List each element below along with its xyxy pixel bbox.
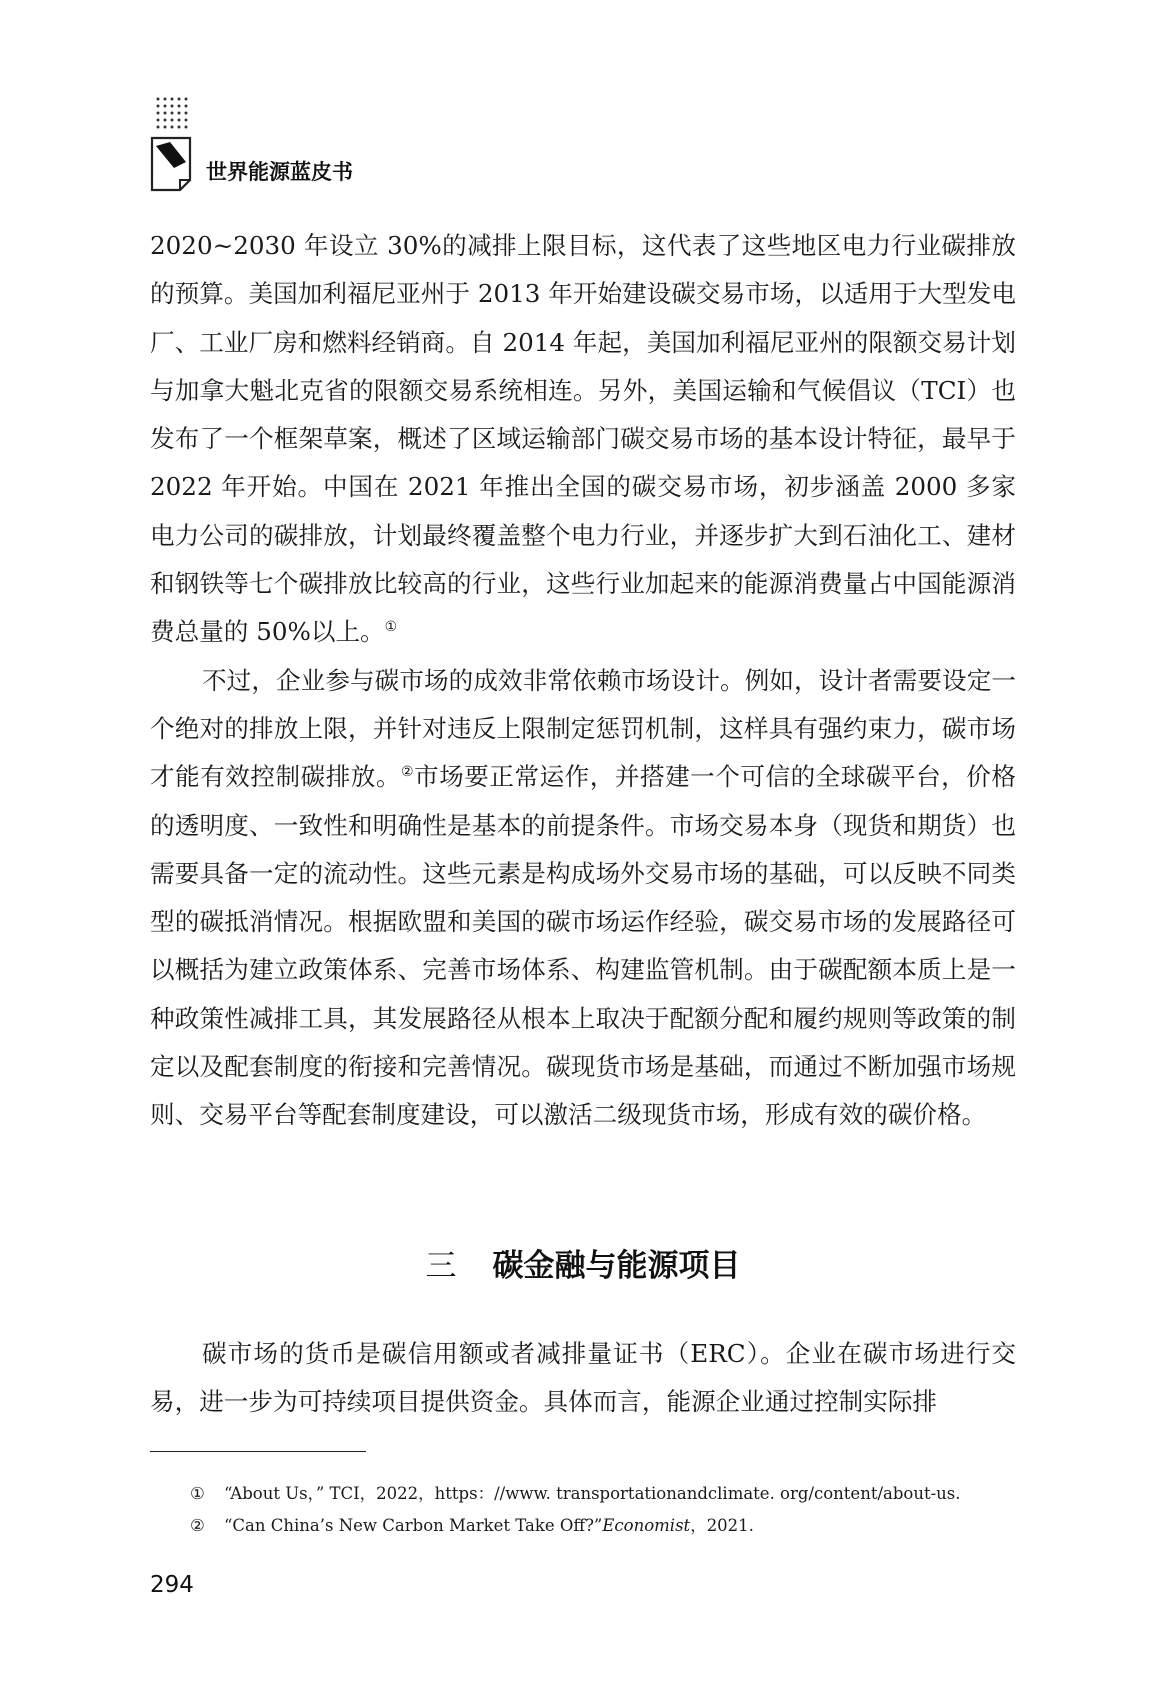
paragraph-3: 碳市场的货币是碳信用额或者减排量证书（ERC）。企业在碳市场进行交易，进一步为可持续项目提供资金。具体而言，能源企业通过控制实际排 [150, 1339, 1016, 1417]
paragraph-2-text-part1: 不过，企业参与碳市场的成效非常依赖市场设计。例如，设计者需要设定一个绝对的排放上限，并针对违反上限制定惩罚机制，这样具有强约束力，碳市场才能有效控制碳排放。 [150, 665, 1016, 792]
running-header [150, 96, 450, 196]
footnote-1-mark: ① [190, 1484, 205, 1503]
paragraph-2 [150, 657, 1016, 1140]
section-title: 碳金融与能源项目 [492, 1248, 741, 1284]
page-number: 294 [150, 1572, 194, 1598]
footnote-2 [190, 1510, 1020, 1542]
footnote-2-italic: Economist [602, 1516, 691, 1535]
footnote-2-mark: ② [190, 1516, 205, 1535]
dot-grid-decoration-icon [154, 96, 194, 132]
footnote-divider [150, 1451, 366, 1452]
series-title: 世界能源蓝皮书 [206, 160, 353, 184]
footnote-ref-2[interactable]: ② [401, 764, 415, 781]
footnote-1-text: “About Us，” TCI，2022，https：//www. transportationandclimate. org/content/about-us. [224, 1484, 961, 1503]
footnote-ref-1[interactable]: ① [384, 619, 398, 636]
section-heading [150, 1240, 1016, 1285]
footnote-2-text-after: ，2021. [690, 1516, 754, 1535]
footnote-1 [190, 1478, 1020, 1510]
section-body [150, 1330, 1016, 1427]
footnotes [190, 1478, 1020, 1542]
paragraph-1-text: 2020~2030 年设立 30%的减排上限目标，这代表了这些地区电力行业碳排放的预算。美国加利福尼亚州于 2013 年开始建设碳交易市场，以适用于大型发电厂、工业厂房和燃料经销商。自 2014 年起，美国加利福尼亚州的限额交易计划与加拿大魁北克省的限额交易系统相连。另外，美国运输和气候倡议（TCI）也发布了一个框架草案，概述了区域运输部门碳交易市场的基本设计特征，最早于 2022 年开始。中国在 2021 年推出全国的碳交易市场，初步涵盖 2000 多家电力公司的碳排放，计划最终覆盖整个电力行业，并逐步扩大到石油化工、建材和钢铁等七个碳排放比较高的行业，这些行业加起来的能源消费量占中国能源消费总量的 50%以上。 [150, 231, 1016, 647]
footnote-2-text-before: “Can China’s New Carbon Market Take Off?” [224, 1516, 603, 1535]
paragraph-2-text-part2: 市场要正常运作，并搭建一个可信的全球碳平台，价格的透明度、一致性和明确性是基本的前提条件。市场交易本身（现货和期货）也需要具备一定的流动性。这些元素是构成场外交易市场的基础，可以反映不同类型的碳抵消情况。根据欧盟和美国的碳市场运作经验，碳交易市场的发展路径可以概括为建立政策体系、完善市场体系、构建监管机制。由于碳配额本质上是一种政策性减排工具，其发展路径从根本上取决于配额分配和履约规则等政策的制定以及配套制度的衔接和完善情况。碳现货市场是基础，而通过不断加强市场规则、交易平台等配套制度建设，可以激活二级现货市场，形成有效的碳价格。 [150, 762, 1016, 1130]
paragraph-1 [150, 222, 1016, 657]
book-series-logo-icon [150, 136, 194, 192]
body-text [150, 222, 1016, 1140]
section-number: 三 [425, 1248, 457, 1284]
